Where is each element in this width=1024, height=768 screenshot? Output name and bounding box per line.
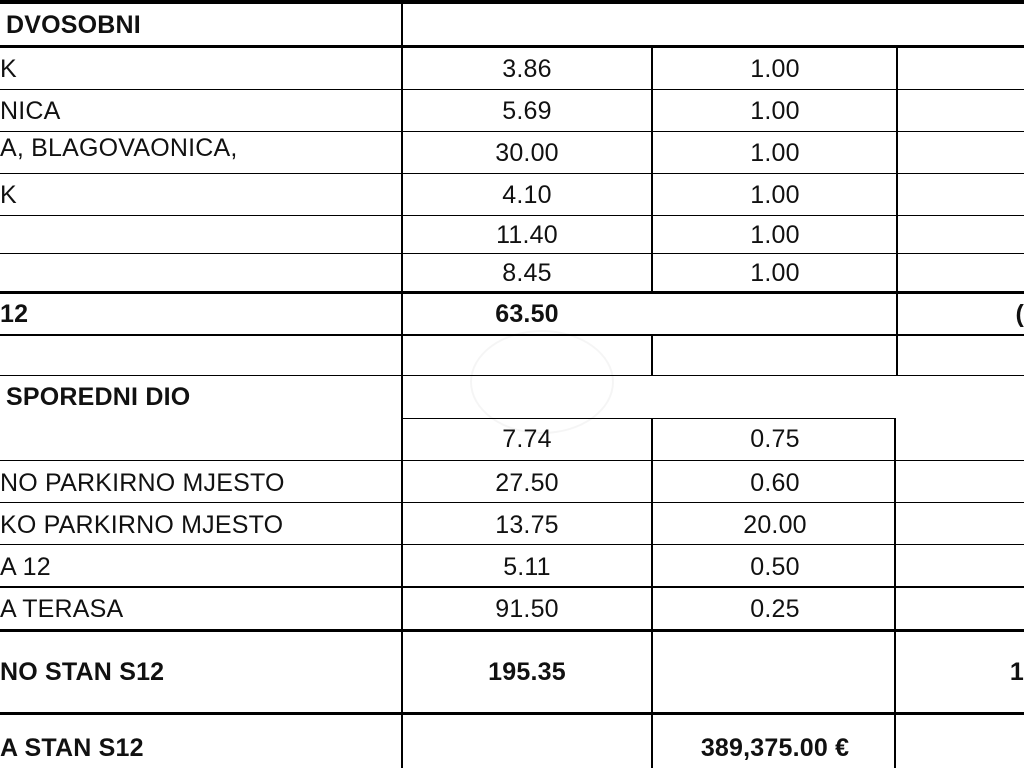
grid-line bbox=[896, 46, 898, 376]
coefficient-value: 0.75 bbox=[750, 424, 800, 453]
grid-line bbox=[0, 502, 1024, 503]
grid-line bbox=[0, 712, 1024, 715]
table-row bbox=[0, 48, 1024, 90]
total-row-apartment bbox=[0, 294, 1024, 334]
coefficient-value: 0.25 bbox=[750, 594, 800, 623]
table-row bbox=[0, 90, 1024, 132]
grid-line bbox=[401, 0, 403, 768]
grid-line bbox=[402, 418, 896, 419]
price-label: A STAN S12 bbox=[0, 733, 144, 762]
table-row bbox=[0, 504, 1024, 546]
watermark-logo bbox=[470, 330, 614, 434]
grid-line bbox=[0, 291, 1024, 294]
price-row bbox=[0, 716, 1024, 768]
table-row bbox=[0, 132, 1024, 174]
price-value: 389,375.00 € bbox=[700, 733, 850, 762]
room-label: A TERASA bbox=[0, 594, 124, 623]
grid-line bbox=[0, 131, 1024, 132]
area-value: 4.10 bbox=[502, 180, 552, 209]
grid-line bbox=[0, 173, 1024, 174]
table-row bbox=[0, 462, 1024, 504]
area-value: 7.74 bbox=[502, 424, 552, 453]
room-label bbox=[0, 418, 402, 460]
grid-line bbox=[0, 215, 1024, 216]
coefficient-value: 1.00 bbox=[750, 258, 800, 287]
total-label: 12 bbox=[0, 299, 29, 328]
table-row bbox=[0, 216, 1024, 254]
grid-line bbox=[0, 586, 1024, 588]
area-value: 11.40 bbox=[496, 220, 558, 249]
coefficient-value: 1.00 bbox=[750, 96, 800, 125]
total-label: NO STAN S12 bbox=[0, 657, 165, 686]
grid-line bbox=[0, 0, 1024, 4]
coefficient-value: 1.00 bbox=[750, 180, 800, 209]
coefficient-value: 0.50 bbox=[750, 552, 800, 581]
room-label: KO PARKIRNO MJESTO bbox=[0, 510, 284, 539]
room-label: K bbox=[0, 180, 17, 209]
grid-line bbox=[0, 253, 1024, 254]
area-value: 3.86 bbox=[502, 54, 552, 83]
coefficient-value: 0.60 bbox=[750, 468, 800, 497]
grid-line bbox=[0, 629, 1024, 632]
total-right-fragment: ( bbox=[1015, 299, 1024, 328]
room-label: K bbox=[0, 54, 17, 83]
total-area-value: 63.50 bbox=[495, 299, 559, 328]
area-value: 27.50 bbox=[495, 468, 559, 497]
grid-line bbox=[894, 418, 896, 768]
total-row-secondary bbox=[0, 632, 1024, 712]
grid-line bbox=[0, 460, 1024, 461]
area-value: 5.69 bbox=[502, 96, 552, 125]
grid-line bbox=[651, 46, 653, 292]
section-title-secondary: SPOREDNI DIO bbox=[6, 382, 191, 411]
table-row bbox=[0, 174, 1024, 216]
grid-line bbox=[0, 45, 1024, 48]
grid-line bbox=[651, 418, 653, 768]
total-area-value: 195.35 bbox=[488, 657, 566, 686]
area-value: 91.50 bbox=[495, 594, 559, 623]
room-label bbox=[0, 216, 402, 254]
room-label: NO PARKIRNO MJESTO bbox=[0, 468, 285, 497]
area-value: 8.45 bbox=[502, 258, 552, 287]
room-label: A 12 bbox=[0, 552, 51, 581]
grid-line bbox=[651, 334, 653, 376]
area-value: 5.11 bbox=[503, 552, 551, 581]
area-value: 13.75 bbox=[495, 510, 559, 539]
area-value: 30.00 bbox=[495, 138, 559, 167]
coefficient-value: 1.00 bbox=[750, 54, 800, 83]
table-row bbox=[0, 546, 1024, 588]
room-label bbox=[0, 254, 402, 292]
coefficient-value: 20.00 bbox=[743, 510, 807, 539]
coefficient-value: 1.00 bbox=[750, 138, 800, 167]
table-row bbox=[0, 254, 1024, 292]
section-title-apartment: DVOSOBNI bbox=[6, 10, 141, 39]
table-row bbox=[0, 588, 1024, 630]
room-label: NICA bbox=[0, 96, 61, 125]
total-right-fragment: 1 bbox=[1009, 657, 1024, 686]
section-header-apartment bbox=[0, 4, 1024, 46]
grid-line bbox=[0, 544, 1024, 545]
room-label: A, BLAGOVAONICA, bbox=[0, 134, 238, 162]
coefficient-value: 1.00 bbox=[750, 220, 800, 249]
grid-line bbox=[0, 89, 1024, 90]
